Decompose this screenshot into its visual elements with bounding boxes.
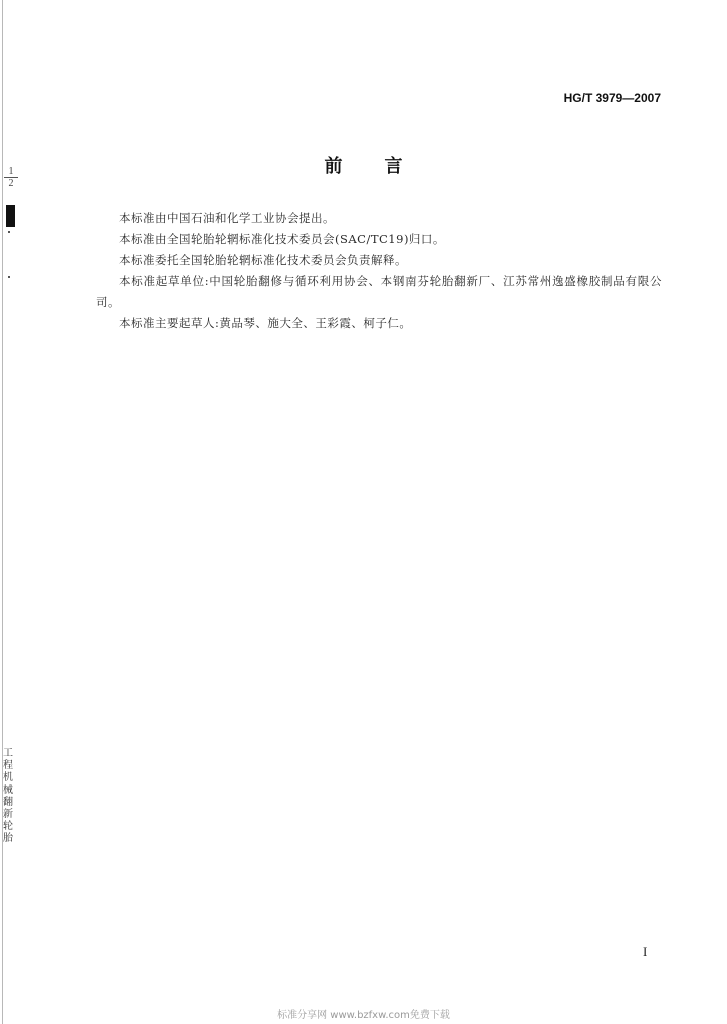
paragraph: 本标准由中国石油和化学工业协会提出。 [119, 211, 335, 225]
page-title: 前言 [324, 156, 445, 177]
page-number: I [643, 944, 648, 959]
scan-black-mark [6, 205, 15, 227]
page-fraction-denominator: 2 [8, 178, 14, 189]
paragraph: 本标准委托全国轮胎轮辋标准化技术委员会负责解释。 [119, 253, 407, 267]
foreword-body [96, 208, 662, 334]
paragraph: 本标准主要起草人:黄品琴、施大全、王彩霞、柯子仁。 [119, 316, 412, 330]
standard-code: HG/T 3979—2007 [563, 91, 661, 105]
side-label: 工程机械翻新轮胎 [3, 748, 13, 845]
page-fraction-numerator: 1 [4, 166, 18, 178]
watermark: 标准分享网 www.bzfxw.com免费下载 [277, 1010, 450, 1021]
paragraph: 本标准由全国轮胎轮辋标准化技术委员会(SAC/TC19)归口。 [119, 232, 445, 246]
scan-speck [8, 276, 10, 278]
scan-speck [8, 231, 10, 233]
paragraph: 本标准起草单位:中国轮胎翻修与循环利用协会、本钢南芬轮胎翻新厂、江苏常州逸盛橡胶制品有限公司。 [96, 274, 662, 309]
